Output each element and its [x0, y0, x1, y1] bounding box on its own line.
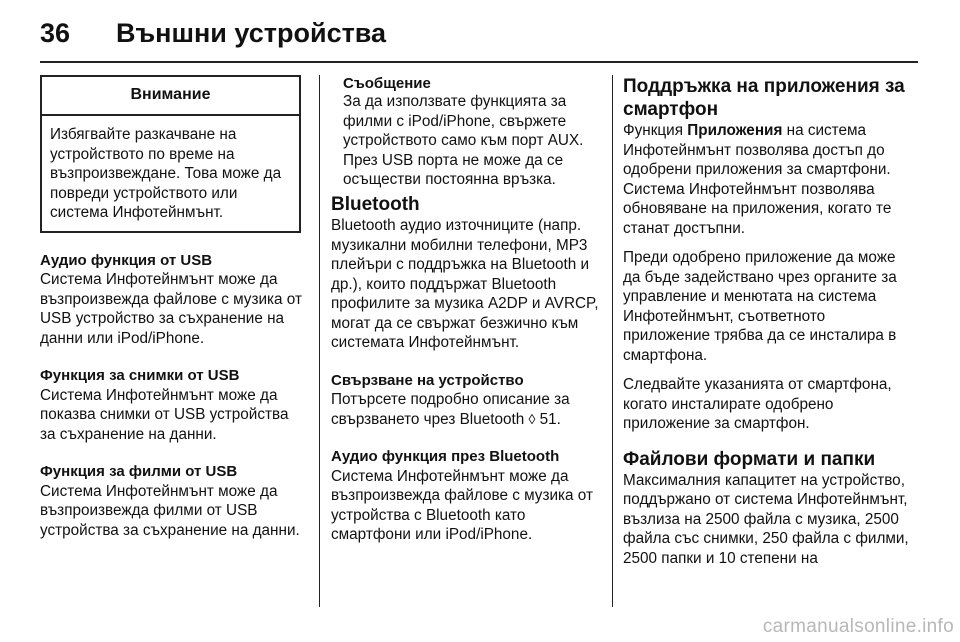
warning-text: Избягвайте разкачване на устройството по време на възпроизвеждане. Това може да повреди устройството или система Инфотейнмънт. [50, 126, 282, 221]
section-text [331, 390, 601, 429]
section-heading: Функция за снимки от USB [40, 367, 240, 384]
section-heading: Функция за филми от USB [40, 463, 238, 480]
section-connect-device [331, 371, 601, 430]
section-usb-photos [40, 366, 303, 444]
page-header [40, 14, 918, 58]
column-1 [40, 75, 303, 540]
section-usb-movies [40, 462, 303, 540]
connect-text: Потърсете подробно описание за свързването чрез Bluetooth [331, 391, 570, 428]
message-text: За да използвате функцията за филми с iPod/iPhone, свържете устройството само към порт AUX. През USB порта не може да се осъществи постоянна връзка. [343, 93, 584, 188]
apps-paragraph-3: Следвайте указанията от смартфона, когато инсталирате одобрено приложение за смартфон. [623, 376, 892, 432]
files-heading: Файлови формати и папки [623, 448, 876, 470]
warning-title: Внимание [42, 77, 299, 116]
files-text: Максималния капацитет на устройство, поддържано от система Инфотейнмънт, възлиза на 2500 файла с музика, 2500 файла със снимки, 250 файла с филми, 2500 папки и 10 степени на [623, 471, 909, 567]
section-usb-audio [40, 251, 303, 349]
section-heading: Аудио функция от USB [40, 251, 213, 269]
column-3 [623, 75, 913, 568]
column-2-body [331, 193, 601, 545]
section-text: Система Инфотейнмънт може да възпроизвежда файлове с музика от USB устройство за съхранение на данни или iPod/iPhone. [40, 271, 302, 347]
cross-reference-page: 51. [539, 410, 561, 428]
apps-heading: Поддръжка на приложения за смартфон [623, 76, 905, 120]
column-divider-2 [612, 75, 613, 607]
warning-box [40, 75, 301, 233]
apps-text [623, 121, 913, 238]
section-heading: Аудио функция през Bluetooth [331, 448, 560, 465]
section-bluetooth-audio [331, 447, 601, 545]
message-title: Съобщение [343, 75, 431, 92]
section-text: Система Инфотейнмънт може да възпроизвежда филми от USB устройства за съхранение на данни. [40, 482, 300, 539]
apps-text-pre: Функция [623, 122, 684, 139]
page-title: Външни устройства [116, 18, 387, 48]
cross-reference-icon: ◊ [528, 410, 536, 427]
apps-text-post: на система Инфотейнмънт позволява достъп до одобрени приложения за смартфони. Система Инфотейнмънт позволява обновяване на приложения, когато те станат достъпни. [623, 122, 892, 237]
section-heading: Свързване на устройство [331, 371, 524, 389]
watermark: carmanualsonline.info [762, 616, 954, 637]
page-number: 36 [40, 18, 71, 48]
header-divider [40, 61, 918, 63]
section-text: Система Инфотейнмънт може да показва снимки от USB устройства за съхранение на данни. [40, 386, 289, 443]
bluetooth-text: Bluetooth аудио източниците (напр. музикални мобилни телефони, MP3 плейъри с поддръжка на Bluetooth и др.), които поддържат Bluetooth профилите за музика A2DP и AVRCP, могат да се свържат безжично към системата Инфотейнмънт. [331, 217, 599, 351]
column-divider-1 [319, 75, 320, 607]
apps-paragraph-2: Преди одобрено приложение да може да бъде задействано чрез органите за управление и менютата на система Инфотейнмънт, съответното приложение трябва да се инсталира в смартфона. [623, 249, 897, 364]
column-2 [331, 75, 601, 190]
bluetooth-heading: Bluetooth [331, 194, 420, 215]
section-text: Система Инфотейнмънт може да възпроизвежда файлове с музика от устройства с Bluetooth като смартфони или iPod/iPhone. [331, 467, 593, 543]
apps-text-bold: Приложения [687, 122, 783, 139]
